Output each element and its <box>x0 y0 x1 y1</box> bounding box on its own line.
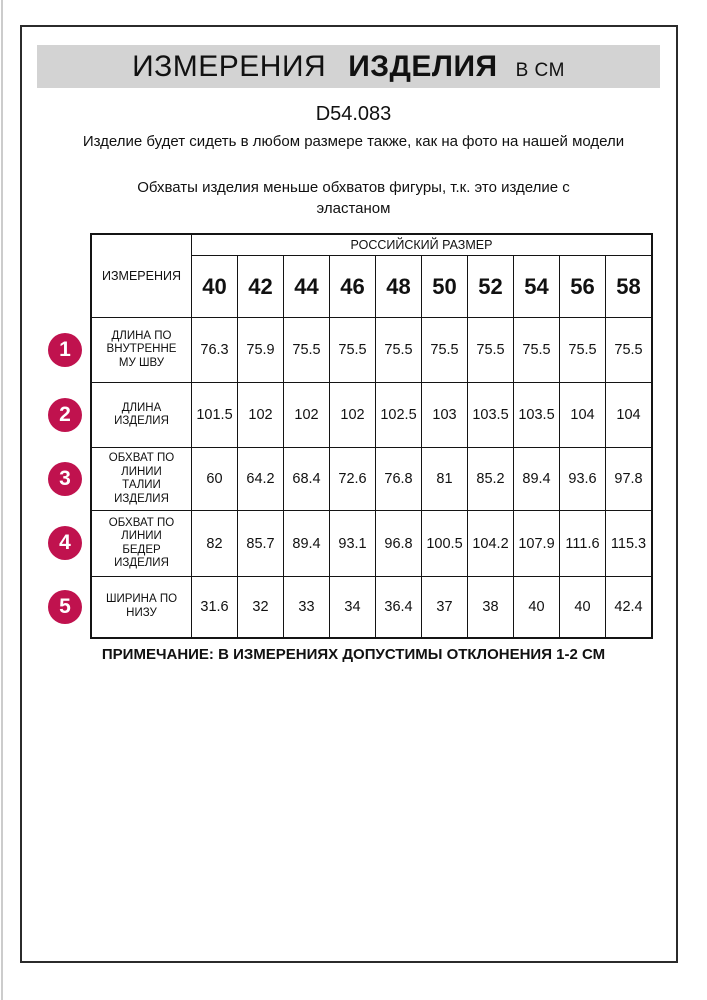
measurement-value: 107.9 <box>514 511 560 577</box>
table-corner-label: ИЗМЕРЕНИЯ <box>91 234 192 318</box>
measurement-value: 103.5 <box>468 383 514 448</box>
measurement-label: ДЛИНА ИЗДЕЛИЯ <box>91 383 192 448</box>
size-column-header: 46 <box>330 256 376 318</box>
size-column-header: 56 <box>560 256 606 318</box>
measurement-value: 102 <box>238 383 284 448</box>
measurement-value: 81 <box>422 448 468 511</box>
measurement-value: 75.5 <box>284 318 330 383</box>
size-table <box>90 233 653 639</box>
measurement-label: ОБХВАТ ПО ЛИНИИ ТАЛИИ ИЗДЕЛИЯ <box>91 448 192 511</box>
measurement-value: 38 <box>468 577 514 638</box>
table-group-header: РОССИЙСКИЙ РАЗМЕР <box>192 234 653 256</box>
measurement-value: 102 <box>284 383 330 448</box>
table-row <box>91 318 652 383</box>
measurement-value: 68.4 <box>284 448 330 511</box>
measurement-value: 40 <box>514 577 560 638</box>
measurement-value: 72.6 <box>330 448 376 511</box>
table-row <box>91 448 652 511</box>
measurement-value: 40 <box>560 577 606 638</box>
measurement-value: 60 <box>192 448 238 511</box>
measurement-value: 75.9 <box>238 318 284 383</box>
measurement-value: 85.2 <box>468 448 514 511</box>
size-column-header: 44 <box>284 256 330 318</box>
measurement-value: 75.5 <box>560 318 606 383</box>
measurement-value: 37 <box>422 577 468 638</box>
title-bar <box>37 45 660 88</box>
measurement-value: 89.4 <box>514 448 560 511</box>
measurement-value: 111.6 <box>560 511 606 577</box>
measurement-value: 101.5 <box>192 383 238 448</box>
measurement-value: 64.2 <box>238 448 284 511</box>
measurement-label: ШИРИНА ПО НИЗУ <box>91 577 192 638</box>
measurement-value: 102.5 <box>376 383 422 448</box>
table-row <box>91 577 652 638</box>
page-title-regular: ИЗМЕРЕНИЯ <box>132 50 327 83</box>
measurement-value: 42.4 <box>606 577 653 638</box>
size-column-header: 48 <box>376 256 422 318</box>
size-column-header: 50 <box>422 256 468 318</box>
measurement-value: 75.5 <box>422 318 468 383</box>
note-text: ПРИМЕЧАНИЕ: В ИЗМЕРЕНИЯХ ДОПУСТИМЫ ОТКЛОНЕНИЯ 1-2 СМ <box>101 646 606 663</box>
row-number-badge: 1 <box>48 333 82 367</box>
page-title-units: В СМ <box>515 60 565 81</box>
article-code: D54.083 <box>315 103 392 125</box>
measurement-value: 75.5 <box>468 318 514 383</box>
size-column-header: 52 <box>468 256 514 318</box>
row-number-badge: 3 <box>48 462 82 496</box>
measurement-value: 96.8 <box>376 511 422 577</box>
measurement-value: 104 <box>606 383 653 448</box>
measurement-value: 93.1 <box>330 511 376 577</box>
row-number-badge: 4 <box>48 526 82 560</box>
measurement-value: 82 <box>192 511 238 577</box>
measurement-value: 100.5 <box>422 511 468 577</box>
measurement-value: 75.5 <box>330 318 376 383</box>
measurement-value: 36.4 <box>376 577 422 638</box>
measurement-value: 34 <box>330 577 376 638</box>
size-column-header: 54 <box>514 256 560 318</box>
measurement-value: 76.8 <box>376 448 422 511</box>
measurement-value: 32 <box>238 577 284 638</box>
page-title-bold: ИЗДЕЛИЯ <box>348 50 498 83</box>
measurement-value: 31.6 <box>192 577 238 638</box>
row-number-badge: 2 <box>48 398 82 432</box>
measurement-value: 104.2 <box>468 511 514 577</box>
intro-paragraph-2: Обхваты изделия меньше обхватов фигуры, т.к. это изделие с эластаном <box>137 179 570 217</box>
left-edge-line <box>1 0 3 1000</box>
measurement-label: ДЛИНА ПО ВНУТРЕННЕ МУ ШВУ <box>91 318 192 383</box>
row-number-badge: 5 <box>48 590 82 624</box>
table-row <box>91 511 652 577</box>
size-column-header: 58 <box>606 256 653 318</box>
measurement-value: 103.5 <box>514 383 560 448</box>
measurement-value: 33 <box>284 577 330 638</box>
measurement-value: 75.5 <box>606 318 653 383</box>
measurement-value: 115.3 <box>606 511 653 577</box>
intro-paragraph-1: Изделие будет сидеть в любом размере также, как на фото на нашей модели <box>82 133 625 150</box>
measurement-value: 102 <box>330 383 376 448</box>
measurement-value: 104 <box>560 383 606 448</box>
table-group-header-row <box>91 234 652 256</box>
table-row <box>91 383 652 448</box>
measurement-value: 76.3 <box>192 318 238 383</box>
measurement-label: ОБХВАТ ПО ЛИНИИ БЕДЕР ИЗДЕЛИЯ <box>91 511 192 577</box>
size-column-header: 42 <box>238 256 284 318</box>
measurement-value: 93.6 <box>560 448 606 511</box>
size-table-wrap <box>48 233 653 639</box>
measurement-value: 89.4 <box>284 511 330 577</box>
size-column-header: 40 <box>192 256 238 318</box>
measurement-value: 75.5 <box>514 318 560 383</box>
measurement-value: 75.5 <box>376 318 422 383</box>
measurement-value: 85.7 <box>238 511 284 577</box>
measurement-value: 103 <box>422 383 468 448</box>
measurement-value: 97.8 <box>606 448 653 511</box>
